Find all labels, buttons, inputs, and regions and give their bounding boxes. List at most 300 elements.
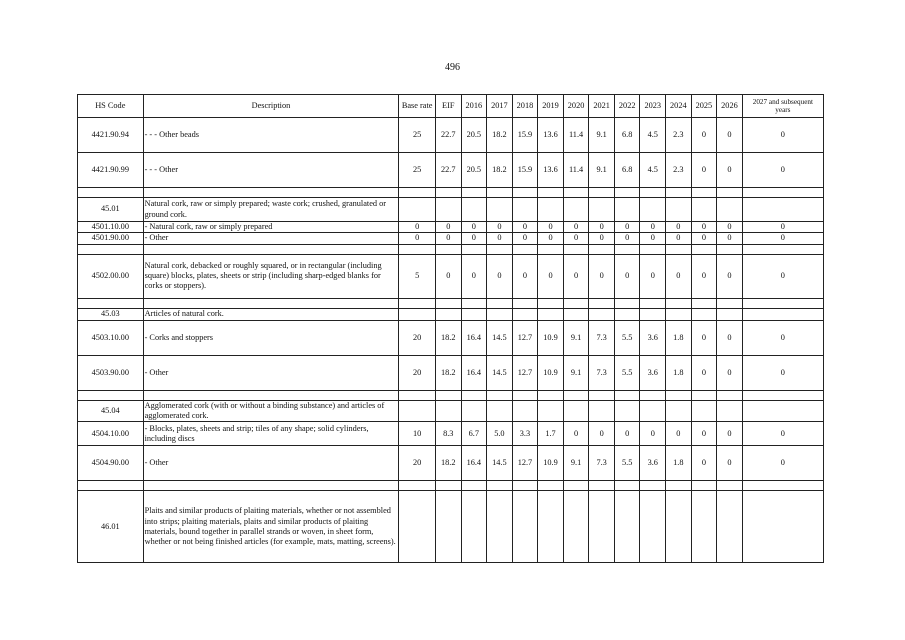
hs-code-cell: 4501.90.00 [78,233,144,244]
rate-cell: 20 [399,446,436,481]
table-row [78,298,824,308]
rate-cell: 0 [435,254,461,298]
description-cell: - - - Other [143,153,399,188]
table-row [78,491,824,563]
rate-cell: 20 [399,320,436,355]
description-cell: - Other [143,355,399,390]
rate-cell [399,308,436,320]
rate-cell: 0 [691,118,717,153]
rate-cell: 0 [538,222,564,233]
header-row [78,95,824,118]
rate-cell [742,298,823,308]
rate-cell [538,481,564,491]
rate-cell [512,298,538,308]
description-cell: - Other [143,446,399,481]
rate-cell: 16.4 [461,446,487,481]
column-header: 2018 [512,95,538,118]
rate-cell [717,308,743,320]
rate-cell: 0 [717,355,743,390]
rate-cell [640,244,666,254]
rate-cell [538,198,564,222]
rate-cell: 18.2 [487,153,513,188]
rate-cell: 0 [717,153,743,188]
rate-cell: 0 [563,422,589,446]
rate-cell: 12.7 [512,320,538,355]
rate-cell [487,298,513,308]
rate-cell: 0 [717,118,743,153]
rate-cell [563,390,589,400]
description-cell: Articles of natural cork. [143,308,399,320]
rate-cell [399,400,436,422]
column-header: 2024 [666,95,692,118]
table-row [78,244,824,254]
rate-cell [538,400,564,422]
rate-cell [691,390,717,400]
rate-cell [640,390,666,400]
rate-cell [435,491,461,563]
table-row [78,355,824,390]
rate-cell: 0 [563,233,589,244]
rate-cell: 0 [640,233,666,244]
column-header: Base rate [399,95,436,118]
rate-cell: 25 [399,118,436,153]
rate-cell: 4.5 [640,118,666,153]
hs-code-cell: 4421.90.99 [78,153,144,188]
rate-cell: 3.3 [512,422,538,446]
rate-cell [614,390,640,400]
rate-cell: 6.8 [614,118,640,153]
rate-cell: 0 [742,118,823,153]
rate-cell: 0 [487,254,513,298]
rate-cell [640,298,666,308]
rate-cell: 0 [614,222,640,233]
rate-cell: 3.6 [640,355,666,390]
rate-cell [640,308,666,320]
table-row [78,222,824,233]
rate-cell: 7.3 [589,355,615,390]
rate-cell: 1.8 [666,355,692,390]
rate-cell [666,298,692,308]
rate-cell [512,308,538,320]
table-row [78,400,824,422]
rate-cell: 10.9 [538,320,564,355]
rate-cell: 0 [399,222,436,233]
rate-cell: 10 [399,422,436,446]
rate-cell: 0 [742,422,823,446]
hs-code-cell: 4503.10.00 [78,320,144,355]
rate-cell: 0 [717,422,743,446]
rate-cell: 11.4 [563,118,589,153]
rate-cell [666,244,692,254]
column-header: 2020 [563,95,589,118]
rate-cell [563,400,589,422]
rate-cell [717,198,743,222]
rate-cell: 20.5 [461,118,487,153]
rate-cell: 9.1 [563,320,589,355]
rate-cell: 0 [691,446,717,481]
rate-cell: 18.2 [435,355,461,390]
rate-cell: 9.1 [563,355,589,390]
rate-cell: 9.1 [589,153,615,188]
rate-cell: 20 [399,355,436,390]
description-cell: - Blocks, plates, sheets and strip; tiles of any shape; solid cylinders, including discs [143,422,399,446]
rate-cell [717,298,743,308]
rate-cell [614,400,640,422]
rate-cell: 6.7 [461,422,487,446]
description-cell: - Other [143,233,399,244]
rate-cell [666,400,692,422]
column-header: 2016 [461,95,487,118]
rate-cell: 25 [399,153,436,188]
rate-cell [614,298,640,308]
rate-cell [461,308,487,320]
rate-cell [640,491,666,563]
rate-cell [399,198,436,222]
rate-cell: 0 [691,422,717,446]
rate-cell: 12.7 [512,355,538,390]
hs-code-cell [78,298,144,308]
rate-cell: 0 [742,222,823,233]
rate-cell [742,390,823,400]
column-header: 2025 [691,95,717,118]
rate-cell [742,308,823,320]
description-cell [143,481,399,491]
description-cell [143,188,399,198]
rate-cell: 6.8 [614,153,640,188]
rate-cell [538,390,564,400]
column-header: 2022 [614,95,640,118]
rate-cell [742,188,823,198]
rate-cell: 0 [691,233,717,244]
rate-cell [589,198,615,222]
rate-cell: 0 [742,320,823,355]
description-cell: - Natural cork, raw or simply prepared [143,222,399,233]
column-header: Description [143,95,399,118]
column-header: HS Code [78,95,144,118]
rate-cell [563,198,589,222]
rate-cell [691,491,717,563]
rate-cell [563,491,589,563]
rate-cell [435,308,461,320]
rate-cell [487,400,513,422]
rate-cell [640,481,666,491]
rate-cell [640,198,666,222]
rate-cell: 18.2 [435,320,461,355]
rate-cell: 3.6 [640,446,666,481]
rate-cell [435,188,461,198]
rate-cell: 10.9 [538,446,564,481]
rate-cell: 0 [512,222,538,233]
rate-cell: 0 [691,355,717,390]
rate-cell: 15.9 [512,153,538,188]
rate-cell [435,400,461,422]
column-header: 2027 and subsequent years [742,95,823,118]
hs-code-cell [78,481,144,491]
rate-cell [666,188,692,198]
rate-cell: 0 [666,222,692,233]
table-row [78,390,824,400]
rate-cell [399,390,436,400]
rate-cell [691,188,717,198]
rate-cell [614,244,640,254]
rate-cell [742,244,823,254]
rate-cell [691,198,717,222]
rate-cell [487,390,513,400]
rate-cell [666,308,692,320]
rate-cell [614,308,640,320]
hs-code-cell: 4502.00.00 [78,254,144,298]
rate-cell: 0 [742,254,823,298]
rate-cell: 5.0 [487,422,513,446]
rate-cell: 0 [589,233,615,244]
rate-cell: 0 [563,222,589,233]
rate-cell [742,198,823,222]
rate-cell [742,491,823,563]
rate-cell [614,198,640,222]
rate-cell [717,244,743,254]
rate-cell: 5 [399,254,436,298]
rate-cell: 9.1 [563,446,589,481]
description-cell [143,298,399,308]
rate-cell [399,188,436,198]
rate-cell [614,491,640,563]
rate-cell: 0 [640,222,666,233]
hs-code-cell: 4501.10.00 [78,222,144,233]
table-row [78,233,824,244]
column-header: 2019 [538,95,564,118]
rate-cell [563,481,589,491]
rate-cell: 0 [614,254,640,298]
rate-cell [461,298,487,308]
rate-cell [717,390,743,400]
description-cell [143,244,399,254]
rate-cell [487,481,513,491]
rate-cell [666,390,692,400]
rate-cell: 0 [589,422,615,446]
rate-cell [563,308,589,320]
rate-cell [691,244,717,254]
rate-cell: 16.4 [461,355,487,390]
rate-cell [512,481,538,491]
table-row [78,118,824,153]
rate-cell: 0 [563,254,589,298]
rate-cell [640,188,666,198]
column-header: 2026 [717,95,743,118]
description-cell: Plaits and similar products of plaiting materials, whether or not assembled into strips; plaiting materials, plaits and similar products of plaiting materials, bound together in parallel strands or woven, in sheet form, whether or not being finished articles (for example, mats, matting, screens). [143,491,399,563]
rate-cell: 13.6 [538,118,564,153]
rate-cell: 7.3 [589,446,615,481]
rate-cell [538,244,564,254]
rate-cell [538,298,564,308]
table-row [78,188,824,198]
hs-code-cell: 46.01 [78,491,144,563]
hs-code-cell: 4504.10.00 [78,422,144,446]
description-cell: - - - Other beads [143,118,399,153]
rate-cell: 0 [487,233,513,244]
rate-cell: 18.2 [435,446,461,481]
rate-cell [399,244,436,254]
rate-cell: 12.7 [512,446,538,481]
rate-cell [512,244,538,254]
rate-cell [717,400,743,422]
rate-cell [717,491,743,563]
rate-cell: 0 [538,254,564,298]
rate-cell [487,491,513,563]
rate-cell [512,400,538,422]
rate-cell: 0 [717,233,743,244]
rate-cell [487,308,513,320]
hs-code-cell: 4421.90.94 [78,118,144,153]
rate-cell [435,481,461,491]
rate-cell [563,188,589,198]
rate-cell: 0 [717,254,743,298]
rate-cell: 13.6 [538,153,564,188]
hs-code-cell: 4504.90.00 [78,446,144,481]
rate-cell [589,390,615,400]
rate-cell [666,198,692,222]
rate-cell: 0 [614,422,640,446]
rate-cell [461,481,487,491]
rate-cell: 1.7 [538,422,564,446]
rate-cell: 0 [666,254,692,298]
rate-cell: 0 [538,233,564,244]
rate-cell [589,244,615,254]
rate-cell [666,491,692,563]
rate-cell: 22.7 [435,118,461,153]
rate-cell [614,188,640,198]
hs-code-cell: 45.01 [78,198,144,222]
rate-cell: 1.8 [666,446,692,481]
rate-cell [512,390,538,400]
rate-cell: 0 [461,254,487,298]
rate-cell: 0 [487,222,513,233]
column-header: EIF [435,95,461,118]
rate-cell: 14.5 [487,355,513,390]
rate-cell [589,188,615,198]
rate-cell: 0 [640,422,666,446]
rate-cell [461,188,487,198]
rate-cell: 0 [461,222,487,233]
rate-cell [563,244,589,254]
rate-cell: 22.7 [435,153,461,188]
rate-cell: 14.5 [487,446,513,481]
table-row [78,254,824,298]
rate-cell [589,298,615,308]
rate-cell [666,481,692,491]
hs-code-cell: 45.04 [78,400,144,422]
rate-cell [461,491,487,563]
rate-cell: 0 [666,422,692,446]
rate-cell [538,308,564,320]
rate-cell: 0 [717,222,743,233]
rate-cell: 11.4 [563,153,589,188]
rate-cell [563,298,589,308]
rate-cell [461,390,487,400]
rate-cell [717,188,743,198]
rate-cell: 0 [399,233,436,244]
rate-cell: 10.9 [538,355,564,390]
rate-cell [717,481,743,491]
rate-cell: 2.3 [666,118,692,153]
rate-cell [589,481,615,491]
rate-cell: 0 [717,446,743,481]
rate-cell: 0 [691,222,717,233]
rate-cell: 1.8 [666,320,692,355]
rate-cell [399,481,436,491]
rate-cell [538,188,564,198]
description-cell: Natural cork, raw or simply prepared; waste cork; crushed, granulated or ground cork. [143,198,399,222]
rate-cell [640,400,666,422]
rate-cell [691,481,717,491]
table-row [78,198,824,222]
rate-cell [512,188,538,198]
rate-cell: 16.4 [461,320,487,355]
rate-cell [589,400,615,422]
rate-cell [614,481,640,491]
rate-cell: 3.6 [640,320,666,355]
column-header: 2023 [640,95,666,118]
rate-cell: 0 [742,233,823,244]
table-row [78,153,824,188]
column-header: 2017 [487,95,513,118]
rate-cell [487,188,513,198]
rate-cell [435,244,461,254]
rate-cell: 0 [512,254,538,298]
description-cell: - Corks and stoppers [143,320,399,355]
rate-cell: 4.5 [640,153,666,188]
table-row [78,422,824,446]
rate-cell: 18.2 [487,118,513,153]
rate-cell: 0 [691,254,717,298]
page-number: 496 [445,62,460,73]
rate-cell [399,491,436,563]
rate-cell: 9.1 [589,118,615,153]
tariff-table [77,94,824,563]
rate-cell: 0 [691,153,717,188]
rate-cell: 7.3 [589,320,615,355]
rate-cell [589,491,615,563]
hs-code-cell: 4503.90.00 [78,355,144,390]
hs-code-cell [78,390,144,400]
rate-cell [435,390,461,400]
rate-cell: 5.5 [614,355,640,390]
column-header: 2021 [589,95,615,118]
rate-cell: 0 [666,233,692,244]
description-cell [143,390,399,400]
description-cell: Agglomerated cork (with or without a binding substance) and articles of agglomerated cork. [143,400,399,422]
rate-cell: 0 [614,233,640,244]
rate-cell [691,308,717,320]
rate-cell: 0 [742,355,823,390]
rate-cell: 0 [640,254,666,298]
rate-cell [512,491,538,563]
rate-cell [691,298,717,308]
rate-cell: 0 [717,320,743,355]
rate-cell [512,198,538,222]
rate-cell [461,400,487,422]
rate-cell [435,198,461,222]
rate-cell [461,198,487,222]
rate-cell: 0 [742,153,823,188]
rate-cell: 20.5 [461,153,487,188]
rate-cell: 0 [435,222,461,233]
rate-cell: 8.3 [435,422,461,446]
rate-cell: 15.9 [512,118,538,153]
rate-cell [742,400,823,422]
rate-cell: 0 [742,446,823,481]
rate-cell [461,244,487,254]
rate-cell: 2.3 [666,153,692,188]
